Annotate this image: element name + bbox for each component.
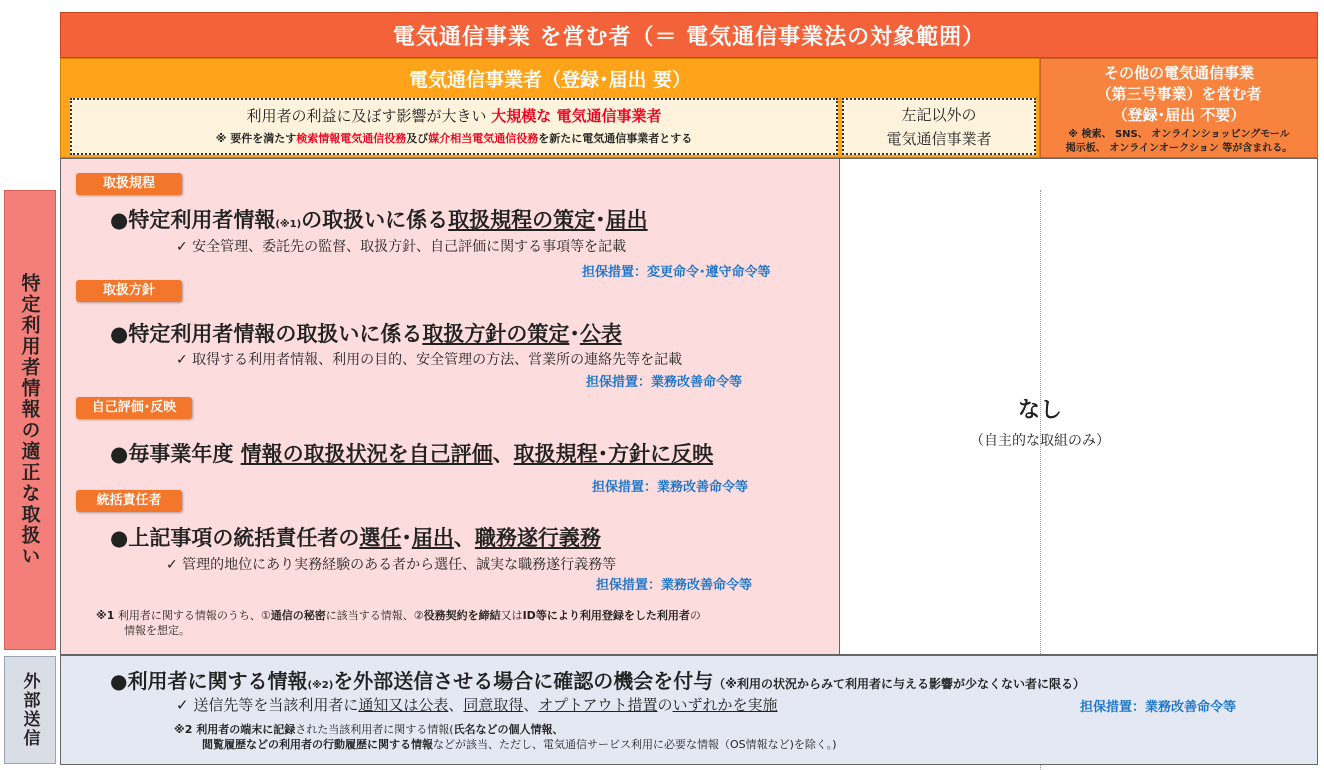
large-operator-note — [72, 130, 836, 146]
footnote-1-bold-2: 役務契約を締結 — [423, 609, 501, 622]
external-check-b: 、 — [448, 696, 464, 714]
external-measure: 担保措置：業務改善命令等 — [1080, 700, 1237, 715]
other-operator-box — [842, 98, 1036, 155]
note-mid: 及び — [406, 132, 429, 145]
policy-head-u2: 公表 — [579, 322, 622, 346]
officer-head-c: ･ — [401, 526, 412, 550]
side-label-external — [4, 656, 56, 764]
section-rules-heading — [110, 204, 648, 234]
section-officer-heading — [110, 522, 601, 552]
section-policy-heading — [110, 318, 622, 348]
footnote-1-text-c: 又は — [500, 609, 523, 622]
footnote-1-line2: 情報を想定。 — [124, 624, 190, 637]
external-head-b: を外部送信させる場合に確認の機会を付与 — [333, 669, 714, 693]
scope-title: 電気通信事業 を営む者（＝ 電気通信事業法の対象範囲） — [392, 24, 986, 50]
note-red-1: 検索情報電気通信役務 — [296, 132, 407, 145]
tag-chief-officer: 統括責任者 — [76, 490, 182, 512]
policy-measure: 担保措置：業務改善命令等 — [586, 375, 743, 390]
external-head-a: ●利用者に関する情報 — [110, 669, 308, 693]
rules-measure: 担保措置：変更命令･遵守命令等 — [582, 265, 771, 280]
note-prefix: ※ 要件を満たす — [215, 132, 297, 145]
third-line-3: （登録･届出 不要） — [1112, 106, 1246, 124]
third-category-note — [1041, 128, 1317, 156]
external-heading — [110, 665, 1085, 694]
third-line-1: その他の電気通信事業 — [1103, 64, 1254, 82]
rules-head-c: ･ — [595, 208, 606, 232]
assessment-head-u1: 情報の取扱状況を自己評価 — [240, 442, 493, 466]
none-subtitle: （自主的な取組のみ） — [970, 433, 1110, 449]
large-operator-emphasis: 大規模な 電気通信事業者 — [491, 107, 662, 125]
large-operator-line — [72, 105, 836, 126]
footnote-2-b: された当該利用者に関する情報( — [295, 723, 454, 736]
policy-check: ✓ 取得する利用者情報、利用の目的、安全管理の方法、営業所の連絡先等を記載 — [176, 352, 683, 368]
external-check-a: ✓ 送信先等を当該利用者に — [176, 696, 359, 714]
footnote-1-text-d: の — [689, 609, 701, 622]
footnote-2-a: 利用者の端末に記録 — [192, 723, 296, 736]
other-operator-line1: 左記以外の — [901, 106, 977, 124]
footnote-2-c: 氏名などの個人情報、 — [453, 723, 564, 736]
other-operator-line2: 電気通信事業者 — [886, 130, 992, 148]
external-check-u1: 通知又は公表 — [358, 696, 449, 714]
large-operator-box — [70, 98, 838, 155]
rules-head-a: ●特定利用者情報 — [110, 208, 276, 232]
external-head-sup: (※2) — [307, 680, 334, 691]
footnote-1-text-a: 利用者に関する情報のうち、① — [114, 609, 271, 622]
footnote-1-bold-1: 通信の秘密 — [270, 609, 326, 622]
third-category-header — [1040, 58, 1318, 158]
external-check-u3: オプトアウト措置 — [538, 696, 658, 714]
third-line-2: （第三号事業）を営む者 — [1096, 85, 1262, 103]
external-check-c: 、 — [523, 696, 539, 714]
scope-header — [60, 12, 1318, 58]
rules-head-b: の取扱いに係る — [301, 208, 449, 232]
note-red-2: 媒介相当電気通信役務 — [428, 132, 539, 145]
third-category-title — [1041, 63, 1317, 126]
footnote-1 — [96, 608, 836, 638]
footnote-2-line1 — [174, 722, 1074, 737]
side-label-main — [4, 190, 56, 650]
note-suffix: を新たに電気通信事業者とする — [538, 132, 693, 145]
officer-head-a: ●上記事項の統括責任者の — [110, 526, 360, 550]
rules-head-u1: 取扱規程の策定 — [448, 208, 596, 232]
footnote-2-line2 — [174, 737, 1074, 752]
policy-head-u1: 取扱方針の策定 — [422, 322, 570, 346]
external-head-paren: （※利用の状況からみて利用者に与える影響が少なくない者に限る） — [713, 677, 1085, 691]
footnote-2-line2-rest: などが該当、ただし、電気通信サービス利用に必要な情報（OS情報など)を除く。) — [433, 738, 837, 751]
officer-head-d: 、 — [453, 526, 475, 550]
external-check-d: の — [657, 696, 673, 714]
footnote-2-mark: ※2 — [174, 723, 193, 736]
footnote-1-text-b: に該当する情報、② — [325, 609, 424, 622]
footnote-2-line2-bold: 閲覧履歴などの利用者の行動履歴に関する情報 — [202, 738, 433, 751]
tag-self-assessment: 自己評価･反映 — [76, 397, 192, 419]
officer-head-u3: 職務遂行義務 — [474, 526, 601, 550]
none-title: なし — [1017, 398, 1062, 423]
assessment-head-a: ●毎事業年度 — [110, 442, 241, 466]
footnote-2 — [174, 722, 1074, 752]
large-operator-prefix: 利用者の利益に及ぼす影響が大きい — [246, 107, 492, 125]
third-note-2: 掲示板、 オンラインオークション 等が含まれる。 — [1065, 143, 1293, 154]
assessment-head-u2: 取扱規程･方針に反映 — [513, 442, 714, 466]
policy-head-c: ･ — [569, 322, 580, 346]
footnote-1-mark: ※1 — [96, 609, 115, 622]
policy-head-a: ●特定利用者情報の取扱いに係る — [110, 322, 423, 346]
officer-measure: 担保措置：業務改善命令等 — [596, 578, 753, 593]
external-check-u4: いずれかを実施 — [672, 696, 778, 714]
footnote-1-bold-3: ID等により利用登録をした利用者 — [522, 609, 690, 622]
tag-handling-policy: 取扱方針 — [76, 280, 182, 302]
rules-head-u2: 届出 — [605, 208, 648, 232]
external-check — [176, 694, 778, 715]
section-assessment-heading — [110, 438, 713, 468]
third-note-1: ※ 検索、 SNS、 オンラインショッピングモール — [1068, 129, 1290, 140]
external-check-u2: 同意取得 — [463, 696, 524, 714]
officer-head-u2: 届出 — [411, 526, 454, 550]
tag-handling-rules: 取扱規程 — [76, 173, 182, 195]
rules-check: ✓ 安全管理、委託先の監督、取扱方針、自己評価に関する事項等を記載 — [176, 239, 627, 255]
assessment-measure: 担保措置：業務改善命令等 — [592, 480, 749, 495]
rules-head-sup: (※1) — [275, 219, 302, 230]
officer-head-u1: 選任 — [359, 526, 402, 550]
assessment-head-c: 、 — [492, 442, 514, 466]
side-label-main-text: 特定利用者情報の適正な取扱い — [18, 273, 41, 567]
officer-check: ✓ 管理的地位にあり実務経験のある者から選任、誠実な職務遂行義務等 — [166, 557, 617, 573]
side-label-external-text: 外部送信 — [19, 672, 40, 748]
registered-title: 電気通信事業者（登録･届出 要） — [408, 69, 692, 91]
footnote-1-line1 — [96, 608, 836, 623]
